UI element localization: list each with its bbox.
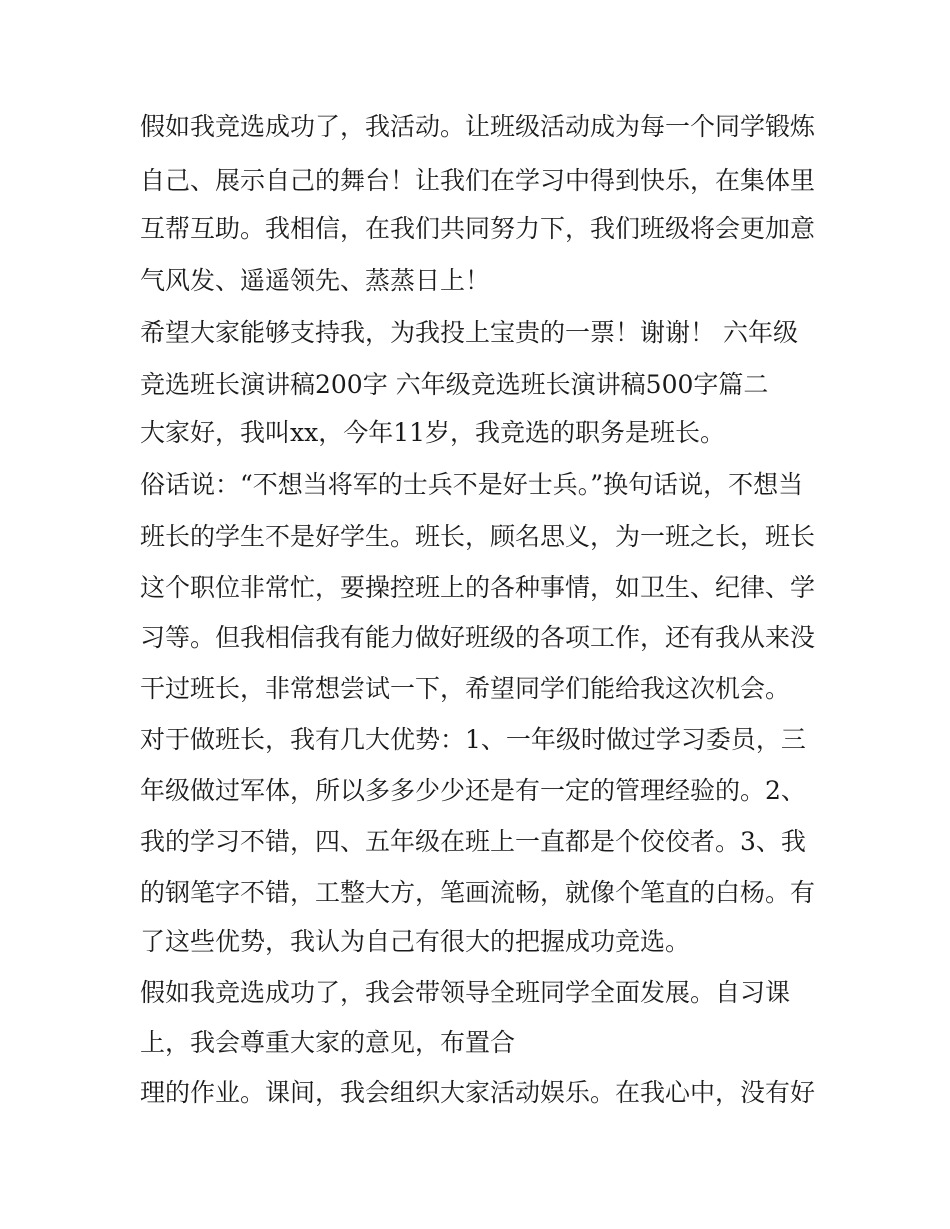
text-line: 我的学习不错，四、五年级在班上一直都是个佼佼者。3、我 bbox=[140, 827, 806, 856]
text-line: 气风发、遥遥领先、蒸蒸日上！ bbox=[140, 266, 491, 295]
text-line: 大家好，我叫xx，今年11岁，我竞选的职务是班长。 bbox=[140, 418, 726, 447]
text-line: 年级做过军体，所以多多少少还是有一定的管理经验的。2、 bbox=[140, 776, 806, 805]
text-line: 了这些优势，我认为自己有很大的把握成功竞选。 bbox=[140, 927, 691, 956]
text-line: 这个职位非常忙，要操控班上的各种事情，如卫生、纪律、学 bbox=[140, 573, 816, 602]
text-line: 上，我会尊重大家的意见，布置合 bbox=[140, 1028, 516, 1057]
text-line: 干过班长，非常想尝试一下，希望同学们能给我这次机会。 bbox=[140, 674, 791, 703]
text-line: 理的作业。课间，我会组织大家活动娱乐。在我心中，没有好 bbox=[140, 1078, 816, 1107]
text-line: 希望大家能够支持我，为我投上宝贵的一票！谢谢！ 六年级 bbox=[140, 318, 798, 347]
text-line: 对于做班长，我有几大优势：1、一年级时做过学习委员，三 bbox=[140, 725, 806, 754]
text-line: 班长的学生不是好学生。班长，顾名思义，为一班之长，班长 bbox=[140, 522, 816, 551]
text-line: 自己、展示自己的舞台！让我们在学习中得到快乐，在集体里 bbox=[140, 166, 816, 195]
text-line: 假如我竞选成功了，我活动。让班级活动成为每一个同学锻炼 bbox=[140, 112, 816, 141]
text-line: 互帮互助。我相信，在我们共同努力下，我们班级将会更加意 bbox=[140, 214, 816, 243]
text-line: 习等。但我相信我有能力做好班级的各项工作，还有我从来没 bbox=[140, 623, 816, 652]
text-line: 竞选班长演讲稿200字 六年级竞选班长演讲稿500字篇二 bbox=[140, 370, 769, 399]
text-line: 的钢笔字不错，工整大方，笔画流畅，就像个笔直的白杨。有 bbox=[140, 878, 816, 907]
text-line: 俗话说：“不想当将军的士兵不是好士兵。”换句话说，不想当 bbox=[140, 470, 804, 499]
text-line: 假如我竞选成功了，我会带领导全班同学全面发展。自习课 bbox=[140, 978, 791, 1007]
